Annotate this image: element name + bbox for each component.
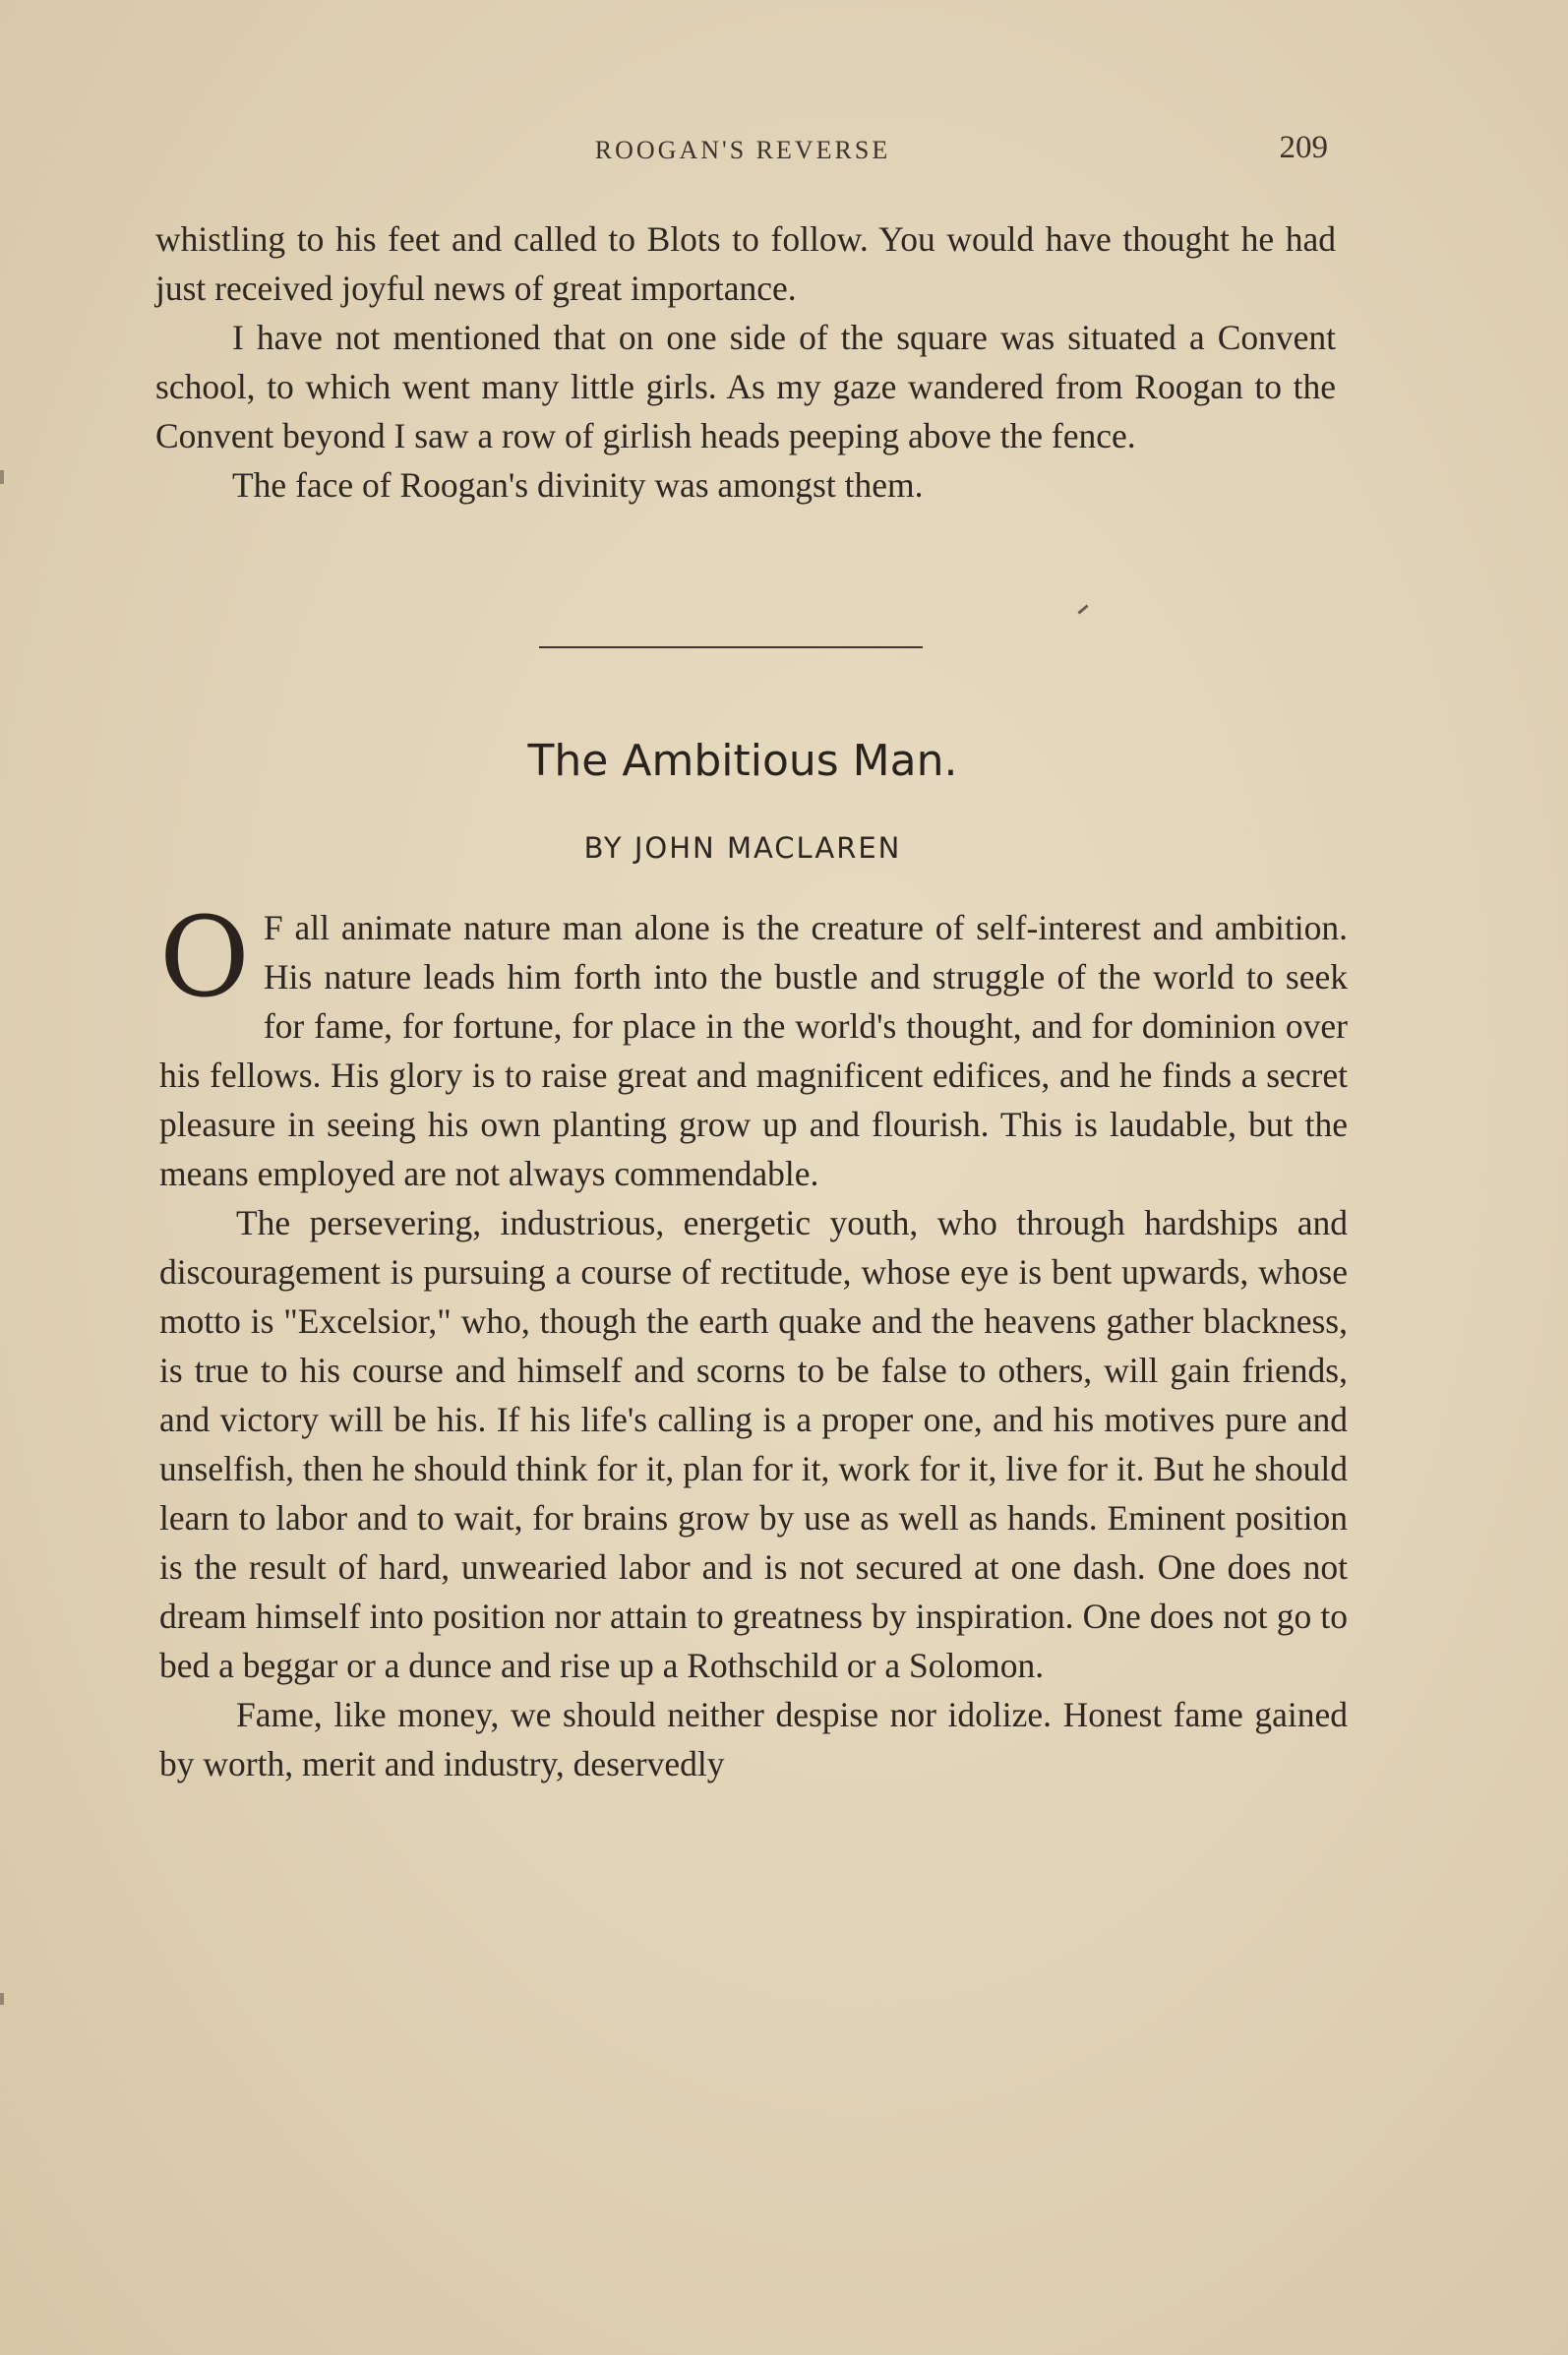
paragraph: whistling to his feet and called to Blots to follow. You would have thought he had just received joyful news of great importance.: [155, 219, 1336, 308]
article-title: The Ambitious Man.: [527, 736, 958, 786]
running-title: ROOGAN'S REVERSE: [594, 136, 891, 164]
paragraph: The persevering, industrious, energetic youth, who through hardships and discouragement is pursuing a course of rectitude, whose eye is bent upwards, whose motto is "Excelsior," who, though the earth quake and the heavens gather blackness, is true to his course and himself and scorns to be false to others, will gain friends, and victory will be his. If his life's calling is a proper one, and his motives pure and unselfish, then he should think for it, plan for it, work for it, live for it. But he should learn to labor and to wait, for brains grow by use as well as hands. Eminent position is the result of hard, unwearied labor and is not secured at one dash. One does not dream himself into position nor attain to greatness by inspiration. One does not go to bed a beggar or a dunce and rise up a Rothschild or a Solomon.: [159, 1203, 1348, 1685]
edge-mark: [0, 1993, 4, 2005]
edge-mark: [0, 470, 4, 484]
drop-cap: O: [159, 894, 250, 1022]
section-divider: [539, 646, 923, 648]
ink-speck: [1077, 604, 1088, 614]
page-number: 209: [1279, 130, 1328, 165]
first-paragraph-text: F all animate nature man alone is the creature of self-interest and ambition. His nature leads him forth into the bustle and struggle of the world to seek for fame, for fortune, for place in the world's thought, and for dominion over his fellows. His glory is to raise great and magnificent edifices, and he finds a secret pleasure in seeing his own planting grow up and flourish. This is laudable, but the means employed are not always commendable.: [159, 908, 1348, 1193]
running-head: [157, 130, 1328, 169]
first-paragraph: [159, 894, 1348, 1198]
article-byline: BY JOHN MACLAREN: [583, 831, 902, 865]
paragraph: Fame, like money, we should neither despise nor idolize. Honest fame gained by worth, merit and industry, deservedly: [159, 1695, 1348, 1783]
paragraph: The face of Roogan's divinity was amongst them.: [232, 465, 924, 505]
article-body: [159, 894, 1348, 1788]
previous-story-ending: [155, 214, 1336, 510]
paragraph: I have not mentioned that on one side of the square was situated a Convent school, to which went many little girls. As my gaze wandered from Roogan to the Convent beyond I saw a row of girlish heads peeping above the fence.: [155, 318, 1336, 455]
